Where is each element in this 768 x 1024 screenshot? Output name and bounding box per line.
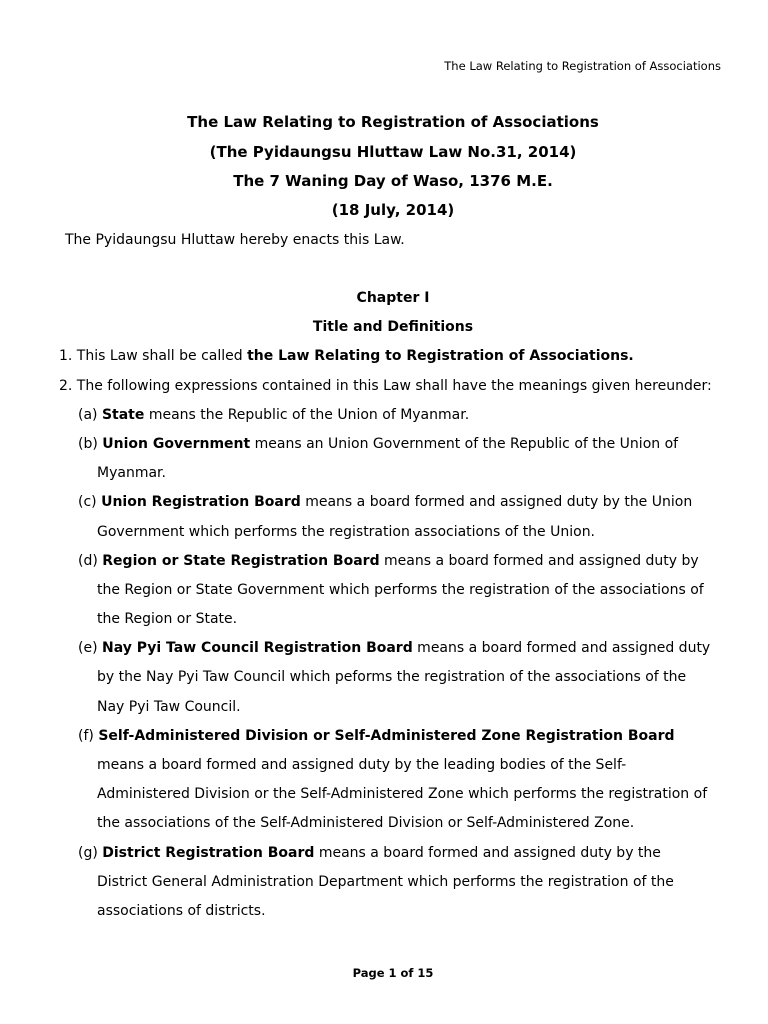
definition-c-cont: Government which performs the registration associations of the Union. bbox=[97, 524, 596, 540]
definition-e-cont-1: by the Nay Pyi Taw Council which peforms the registration of the associations of the bbox=[97, 669, 687, 685]
definition-g bbox=[78, 843, 661, 863]
definition-label: (e) bbox=[78, 640, 102, 656]
definition-text: means a board formed and assigned duty bbox=[412, 640, 711, 656]
definition-label: (a) bbox=[78, 407, 102, 423]
definition-label: (c) bbox=[78, 494, 102, 510]
definition-term: Nay Pyi Taw Council Registration Board bbox=[102, 640, 413, 656]
definition-text: means a board formed and assigned duty by the Union bbox=[300, 494, 693, 510]
law-title: The Law Relating to Registration of Associations bbox=[187, 113, 599, 131]
definition-c bbox=[78, 492, 692, 512]
definition-d bbox=[78, 551, 699, 571]
section-2: 2. The following expressions contained in this Law shall have the meanings given hereunder: bbox=[59, 378, 712, 394]
definition-a bbox=[78, 405, 469, 425]
running-header: The Law Relating to Registration of Associations bbox=[444, 59, 721, 73]
definition-term: District Registration Board bbox=[102, 845, 315, 861]
definition-text: means an Union Government of the Republic of the Union of bbox=[250, 436, 679, 452]
definition-f-cont-2: Administered Division or the Self-Administered Zone which performs the registration of bbox=[97, 786, 708, 802]
definition-term: Union Government bbox=[102, 436, 251, 452]
definition-d-cont-2: the Region or State. bbox=[97, 611, 238, 627]
definition-label: (d) bbox=[78, 553, 103, 569]
law-date-me: The 7 Waning Day of Waso, 1376 M.E. bbox=[233, 172, 553, 190]
definition-d-cont-1: the Region or State Government which performs the registration of the associations of bbox=[97, 582, 704, 598]
definition-term: Self-Administered Division or Self-Administered Zone Registration Board bbox=[98, 728, 675, 744]
definition-f-cont-1: means a board formed and assigned duty by the leading bodies of the Self- bbox=[97, 757, 627, 773]
definition-g-cont-2: associations of districts. bbox=[97, 903, 266, 919]
section-1-law-name: the Law Relating to Registration of Associations. bbox=[247, 348, 634, 364]
definition-f bbox=[78, 726, 675, 746]
definition-term: Union Registration Board bbox=[101, 494, 301, 510]
definition-e-cont-2: Nay Pyi Taw Council. bbox=[97, 699, 241, 715]
definition-f-cont-3: the associations of the Self-Administered Division or Self-Administered Zone. bbox=[97, 815, 635, 831]
law-number: (The Pyidaungsu Hluttaw Law No.31, 2014) bbox=[209, 143, 577, 161]
definition-label: (f) bbox=[78, 728, 99, 744]
section-1 bbox=[59, 346, 634, 366]
chapter-title: Title and Definitions bbox=[312, 319, 474, 335]
page-number-footer: Page 1 of 15 bbox=[352, 966, 434, 980]
chapter-number: Chapter I bbox=[356, 290, 430, 306]
section-1-text: 1. This Law shall be called bbox=[59, 348, 248, 364]
definition-b bbox=[78, 434, 678, 454]
definition-e bbox=[78, 638, 710, 658]
definition-label: (g) bbox=[78, 845, 103, 861]
definition-b-cont: Myanmar. bbox=[97, 465, 166, 481]
definition-term: Region or State Registration Board bbox=[102, 553, 380, 569]
definition-g-cont-1: District General Administration Department which performs the registration of the bbox=[97, 874, 674, 890]
definition-label: (b) bbox=[78, 436, 103, 452]
law-date: (18 July, 2014) bbox=[331, 201, 455, 219]
definition-text: means a board formed and assigned duty by bbox=[379, 553, 699, 569]
definition-text: means the Republic of the Union of Myanmar. bbox=[144, 407, 470, 423]
enactment-clause: The Pyidaungsu Hluttaw hereby enacts this Law. bbox=[65, 232, 405, 248]
definition-term: State bbox=[101, 407, 145, 423]
definition-text: means a board formed and assigned duty by the bbox=[314, 845, 661, 861]
